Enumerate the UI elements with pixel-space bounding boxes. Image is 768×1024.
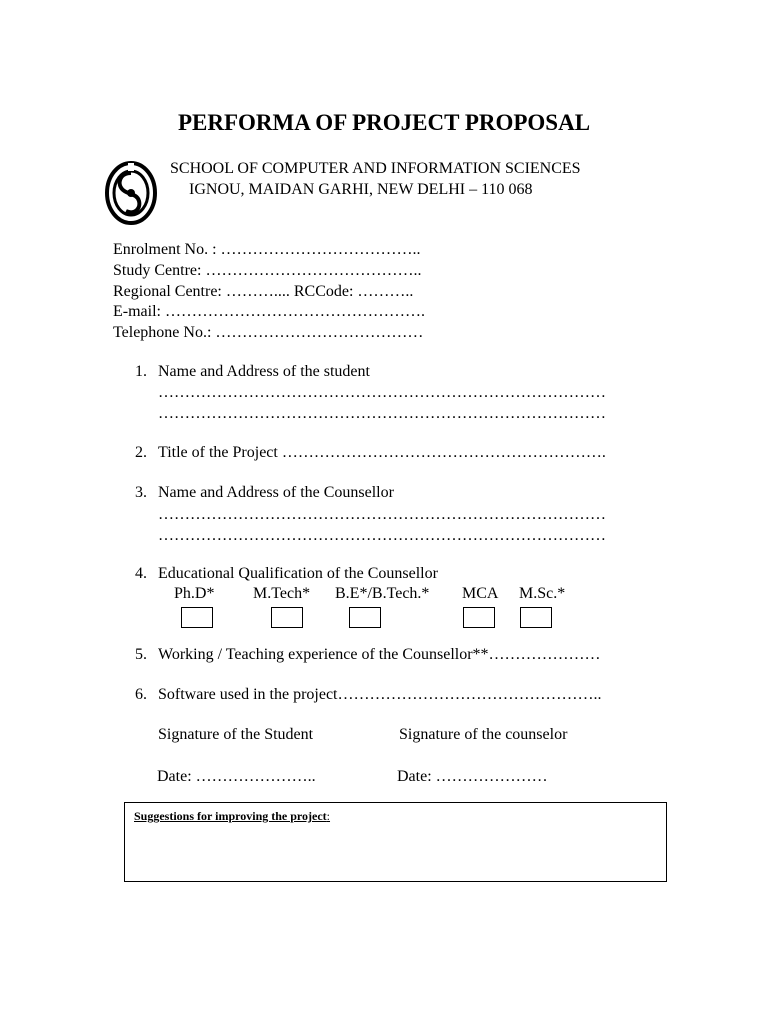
dotted-line: ………………………………………………………………………… xyxy=(158,405,606,422)
checkbox-be-btech[interactable] xyxy=(349,607,381,628)
item-project-title-label: Title of the Project ……………………………………………………. xyxy=(158,444,606,461)
suggestions-colon: : xyxy=(326,809,331,823)
item-counsellor-address-label: Name and Address of the Counsellor xyxy=(158,484,394,501)
enrolment-field: Enrolment No. : ……………………………….. xyxy=(113,241,421,258)
qualification-be-btech-label: B.E*/B.Tech.* xyxy=(335,585,430,602)
qualification-mtech-label: M.Tech* xyxy=(253,585,311,602)
email-field: E-mail: …………………………………………. xyxy=(113,303,425,320)
dotted-line: ………………………………………………………………………… xyxy=(158,506,606,523)
qualification-phd-label: Ph.D* xyxy=(174,585,215,602)
ignou-logo-icon xyxy=(104,161,158,225)
signature-student-label: Signature of the Student xyxy=(158,726,314,743)
date-counselor-label: Date: ………………… xyxy=(397,768,548,785)
school-address: IGNOU, MAIDAN GARHI, NEW DELHI – 110 068 xyxy=(189,181,533,198)
dotted-line: ………………………………………………………………………… xyxy=(158,527,606,544)
item-number: 4. xyxy=(135,565,147,582)
item-number: 2. xyxy=(135,444,147,461)
page-title: PERFORMA OF PROJECT PROPOSAL xyxy=(177,110,591,135)
checkbox-mca[interactable] xyxy=(463,607,495,628)
item-qualification-label: Educational Qualification of the Counsellor xyxy=(158,565,438,582)
qualification-mca-label: MCA xyxy=(462,585,499,602)
suggestions-label xyxy=(134,809,330,824)
item-number: 5. xyxy=(135,646,147,663)
item-student-address-label: Name and Address of the student xyxy=(158,363,370,380)
suggestions-label-text: Suggestions for improving the project xyxy=(134,809,327,823)
suggestions-box xyxy=(124,802,667,882)
checkbox-msc[interactable] xyxy=(520,607,552,628)
qualification-msc-label: M.Sc.* xyxy=(519,585,566,602)
item-number: 6. xyxy=(135,686,147,703)
date-student-label: Date: ………………….. xyxy=(157,768,316,785)
checkbox-mtech[interactable] xyxy=(271,607,303,628)
telephone-field: Telephone No.: ………………………………… xyxy=(113,324,424,341)
item-number: 1. xyxy=(135,363,147,380)
signature-counselor-label: Signature of the counselor xyxy=(399,726,568,743)
regional-centre-field: Regional Centre: ……….... RCCode: ……….. xyxy=(113,283,414,300)
item-software-label: Software used in the project………………………………………….. xyxy=(158,686,602,703)
item-number: 3. xyxy=(135,484,147,501)
dotted-line: ………………………………………………………………………… xyxy=(158,384,606,401)
item-experience-label: Working / Teaching experience of the Counsellor**………………… xyxy=(158,646,601,663)
study-centre-field: Study Centre: ………………………………….. xyxy=(113,262,422,279)
school-name: SCHOOL OF COMPUTER AND INFORMATION SCIENCES xyxy=(170,160,581,177)
checkbox-phd[interactable] xyxy=(181,607,213,628)
